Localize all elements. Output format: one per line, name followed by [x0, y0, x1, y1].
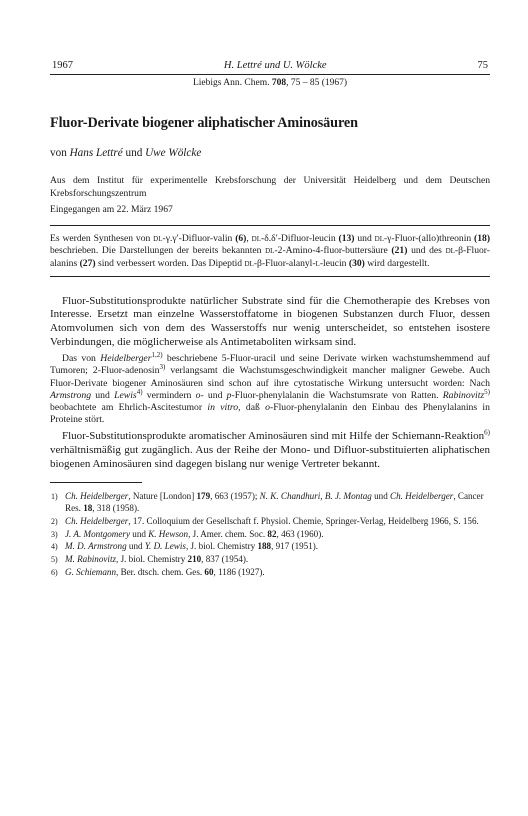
cited-author: Ch. Heidelberger [65, 515, 129, 526]
paragraph-2 [50, 350, 491, 426]
body-text: Fluor-phenylalanin den Einbau des Phenylalanins in Proteine stört. [50, 401, 490, 426]
article-title: Fluor-Derivate biogener aliphatischer Aminosäuren [50, 115, 358, 131]
footnote-text [65, 567, 490, 579]
article-body [50, 295, 490, 471]
volume-number: 188 [257, 541, 272, 552]
config-prefix: dl [251, 233, 261, 245]
body-text: verlangsamt die Wachstumsgeschwindigkeit mancher maligner Gewebe. Auch Fluor-Derivate biogener Aminosäuren sind schon auf ihre cytostatische Wirkung untersucht worden: Nach [50, 365, 490, 389]
cited-author: Armstrong [50, 389, 92, 401]
footnote-divider [50, 482, 142, 483]
footnote-part: , 1186 (1927). [213, 566, 265, 577]
body-text: , daß [238, 401, 266, 413]
footnote-part: und [130, 528, 149, 539]
compound-number: (13) [338, 233, 355, 245]
footnote-part: , 17. Colloquium der Gesellschaft f. Physiol. Chemie, Springer-Verlag, Heidelberg 1966, S. 156. [128, 515, 479, 526]
footnote [50, 516, 490, 528]
body-text: Fluor-Substitutionsprodukte aromatischer Aminosäuren sind mit Hilfe der Schiemann-Reaktion [62, 430, 485, 443]
reference-marker: 3) [159, 363, 166, 372]
body-text: beschriebene 5-Fluor-uracil und seine Derivate wirken wachstumshemmend auf Tumoren; 2-Fluor-adenosin [50, 353, 490, 377]
body-text: Das von [62, 353, 101, 365]
footnote-part: , J. biol. Chemistry [185, 541, 258, 552]
abstract-text: Es werden Synthesen von [50, 233, 154, 245]
config-prefix: l [315, 257, 320, 269]
config-prefix: dl [445, 245, 455, 257]
received-date: Eingegangen am 22. März 1967 [50, 204, 173, 216]
footnote [50, 529, 490, 541]
compound-number: (18) [474, 233, 491, 245]
reference-marker: 4) [136, 387, 143, 396]
footnotes [50, 491, 490, 579]
body-text: vermindern [142, 389, 196, 401]
volume-number: 60 [204, 566, 214, 577]
header-page-number: 75 [477, 60, 488, 71]
abstract-text: -β-Fluor-alanins [50, 245, 490, 269]
body-text: und [91, 389, 115, 401]
abstract-text: -leucin [319, 257, 349, 269]
cited-author: Ch. Heidelberger [390, 491, 454, 502]
journal-citation [50, 78, 490, 88]
footnote-part: , Ber. dtsch. chem. Ges. [116, 566, 205, 577]
compound-number: (21) [391, 245, 408, 257]
compound-number: (27) [79, 257, 96, 269]
cited-author: K. Hewson [148, 528, 189, 539]
abstract-text: sind verbessert worden. Das Dipeptid [95, 257, 245, 269]
footnote-part: , 837 (1954). [201, 554, 249, 565]
footnote-number: 1) [51, 492, 58, 502]
footnote-text [65, 554, 490, 566]
footnote-part: , 463 (1960). [276, 528, 324, 539]
header-authors: H. Lettré und U. Wölcke [223, 60, 327, 71]
cited-author: Y. D. Lewis [144, 541, 186, 552]
config-prefix: dl [153, 233, 163, 245]
volume-number: 18 [83, 502, 93, 513]
paragraph-1: Fluor-Substitutionsprodukte natürlicher Substrate sind für die Chemotherapie des Krebses von Interesse. Ersetzt man einzelne Wasserstoffatome in biogenen Substanzen durch Fluor, dessen Atomvolumen sich von dem des Wasserstoffs nur wenig unterscheidet, so entstehen isostere Verbindungen, die möglicherweise als Antimetaboliten wirksam sind. [50, 294, 490, 348]
body-text: beobachtete am Ehrlich-Ascitestumor [50, 401, 208, 413]
footnote-part: und [371, 491, 391, 502]
body-text: und [203, 389, 227, 401]
abstract-text: -β-Fluor-alanyl- [253, 257, 316, 269]
cited-author: N. K. Chandhuri, B. J. Montag [259, 491, 372, 502]
cited-author: J. A. Montgomery [65, 528, 130, 539]
abstract-text: und des [407, 245, 446, 257]
paragraph-3 [50, 430, 490, 471]
config-prefix: dl [244, 257, 254, 269]
abstract-text: -δ.δ′-Difluor-leucin [261, 233, 339, 245]
cited-author: M. D. Armstrong [65, 541, 127, 552]
citation-prefix: Liebigs Ann. Chem. [192, 78, 272, 88]
footnote-part: , 663 (1957); [210, 491, 260, 502]
author-2: Uwe Wölcke [145, 147, 202, 159]
position-prefix: o- [265, 401, 274, 413]
footnote-number: 3) [51, 529, 58, 539]
cited-author: Lewis [114, 389, 137, 401]
footnote-text [65, 529, 490, 541]
abstract-text: beschrieben. Die Darstellungen der bereits bekannten [50, 245, 266, 257]
byline-und: und [122, 147, 146, 159]
reference-marker: 6) [484, 428, 490, 437]
journal-page [50, 60, 490, 580]
footnote-part: , Cancer Res. [65, 491, 484, 513]
position-prefix: o- [195, 389, 204, 401]
body-text: verhältnismäßig gut zugänglich. Aus der Reihe der Mono- und Difluor-substituierten aliphatischen biogenen Aminosäuren sind dagegen bislang nur wenige Vertreter bekannt. [50, 443, 490, 470]
footnote-number: 5) [51, 555, 58, 565]
footnote-part: , J. biol. Chemistry [116, 554, 188, 565]
abstract-text: -γ.γ′-Difluor-valin [162, 233, 236, 245]
footnote [50, 491, 490, 515]
config-prefix: dl [265, 245, 275, 257]
abstract [50, 225, 490, 277]
footnote-text [65, 491, 490, 515]
abstract-text: und [354, 233, 375, 245]
abstract-text: wird dargestellt. [364, 257, 430, 269]
footnote-number: 2) [51, 516, 58, 526]
institution: Aus dem Institut für experimentelle Krebsforschung der Universität Heidelberg und dem Deutschen Krebsforschungszentrum [50, 175, 490, 199]
footnote [50, 554, 490, 566]
abstract-text: -2-Amino-4-fluor-buttersäure [274, 245, 392, 257]
footnote [50, 567, 490, 579]
footnote-text [65, 516, 490, 528]
abstract-text: -γ-Fluor-(allo)threonin [383, 233, 475, 245]
cited-author: Ch. Heidelberger [65, 491, 129, 502]
footnote-part: , J. Amer. chem. Soc. [188, 528, 268, 539]
cited-author: Heidelberger [100, 353, 152, 365]
volume-number: 210 [187, 554, 202, 565]
footnote [50, 541, 490, 553]
footnote-part: und [126, 541, 145, 552]
citation-volume: 708 [271, 78, 287, 88]
compound-number: (30) [348, 257, 365, 269]
compound-number: (6) [235, 233, 247, 245]
citation-suffix: , 75 – 85 (1967) [286, 78, 348, 88]
author-1: Hans Lettré [69, 147, 123, 159]
footnote-number: 6) [51, 567, 58, 577]
reference-marker: 5) [484, 387, 491, 396]
footnote-number: 4) [51, 542, 58, 552]
cited-author: M. Rabinovitz [65, 554, 117, 565]
cited-author: G. Schiemann [65, 566, 117, 577]
volume-number: 82 [267, 528, 277, 539]
footnote-part: , Nature [London] [128, 491, 197, 502]
footnote-part: , 917 (1951). [271, 541, 319, 552]
footnote-part: , 318 (1958). [92, 502, 140, 513]
byline [50, 147, 490, 159]
footnote-text [65, 541, 490, 553]
position-prefix: p- [226, 389, 235, 401]
body-text: Fluor-phenylalanin die Wachstumsrate von Ratten. [234, 389, 443, 401]
cited-author: Rabinovitz [442, 389, 485, 401]
latin-term: in vitro [207, 401, 239, 413]
reference-marker: 1,2) [151, 350, 163, 359]
abstract-text: , [246, 233, 252, 245]
volume-number: 179 [196, 491, 211, 502]
header-year: 1967 [52, 60, 73, 71]
config-prefix: dl [374, 233, 384, 245]
running-header [50, 60, 490, 75]
byline-von: von [50, 147, 70, 159]
